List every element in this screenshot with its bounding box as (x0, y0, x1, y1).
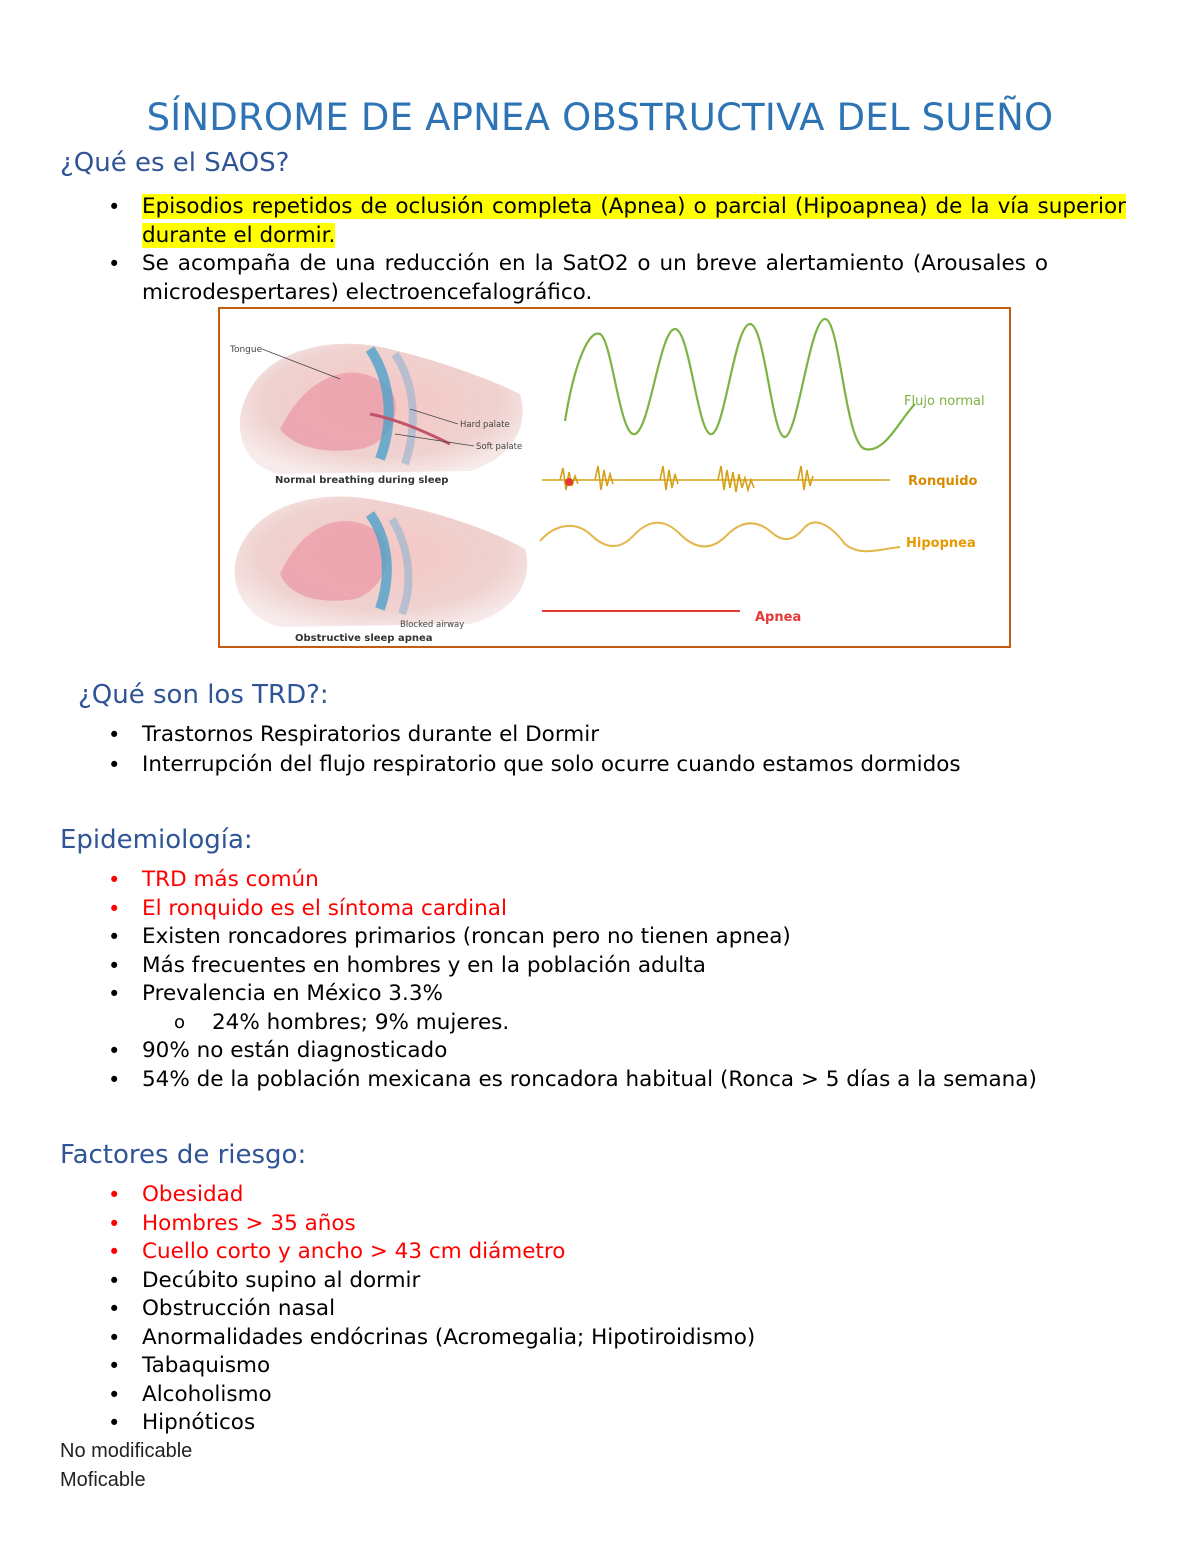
bullet-icon: • (108, 1411, 121, 1435)
list-item (60, 1009, 1160, 1038)
osa-caption: Obstructive sleep apnea (295, 633, 433, 644)
saos-bullet-list (60, 193, 1126, 307)
risk-factor-list (60, 1181, 1126, 1438)
list-item (60, 1295, 1126, 1324)
apnea-label: Apnea (755, 610, 802, 625)
list-item (60, 1267, 1126, 1296)
bullet-icon: • (108, 1067, 121, 1092)
list-item (60, 866, 1160, 895)
bullet-icon: • (108, 953, 121, 978)
saos-bullet-text: Episodios repetidos de oclusión completa (Apnea) o parcial (Hipoapnea) de la vía superior durante el dormir. (142, 194, 1126, 248)
snore-marker-icon (565, 478, 573, 486)
risk-bullet-text: Obesidad (142, 1182, 244, 1207)
bullet-icon: • (108, 252, 121, 276)
bullet-icon: • (108, 1297, 121, 1321)
risk-bullet-text: Anormalidades endócrinas (Acromegalia; Hipotiroidismo) (142, 1324, 756, 1350)
heading-saos: ¿Qué es el SAOS? (60, 148, 290, 178)
list-item (60, 1037, 1160, 1066)
epi-bullet-text: 90% no están diagnosticado (142, 1038, 448, 1063)
list-item (60, 1238, 1126, 1267)
risk-bullet-text: Obstrucción nasal (142, 1296, 336, 1321)
epi-bullet-text: El ronquido es el síntoma cardinal (142, 895, 507, 921)
trd-bullet-text: Interrupción del flujo respiratorio que solo ocurre cuando estamos dormidos (142, 752, 961, 777)
bullet-icon: • (108, 925, 121, 949)
bullet-icon: • (108, 1268, 121, 1293)
risk-bullet-text: Hipnóticos (142, 1410, 256, 1435)
risk-bullet-text: Alcoholismo (142, 1381, 272, 1407)
list-item (60, 923, 1160, 952)
apnea-figure (218, 307, 1011, 648)
trd-bullet-text: Trastornos Respiratorios durante el Dormir (142, 722, 600, 747)
heading-trd: ¿Qué son los TRD?: (78, 680, 329, 710)
soft-palate-label: Soft palate (476, 442, 523, 452)
normal-flow-label: Flujo normal (904, 394, 985, 409)
list-item (60, 1181, 1126, 1210)
epi-bullet-text: 24% hombres; 9% mujeres. (212, 1009, 510, 1035)
hypopnea-wave (540, 522, 900, 551)
list-item (60, 980, 1160, 1009)
bullet-icon: • (108, 1382, 121, 1407)
epi-bullet-text: TRD más común (142, 867, 319, 892)
bullet-icon: • (108, 1354, 121, 1378)
epi-bullet-text: Más frecuentes en hombres y en la población adulta (142, 952, 706, 978)
normal-head-illustration (240, 344, 523, 474)
heading-factores-riesgo: Factores de riesgo: (60, 1140, 307, 1170)
page-title: SÍNDROME DE APNEA OBSTRUCTIVA DEL SUEÑO (146, 96, 1054, 139)
list-item (60, 1381, 1126, 1410)
trd-bullet-list (60, 720, 1126, 780)
epi-bullet-text: Prevalencia en México 3.3% (142, 981, 443, 1006)
legend-no-modificable: No modificable (60, 1440, 193, 1462)
list-item (60, 1352, 1126, 1381)
risk-bullet-text: Cuello corto y ancho > 43 cm diámetro (142, 1239, 566, 1264)
epi-bullet-text: Existen roncadores primarios (roncan pero no tienen apnea) (142, 924, 791, 949)
tongue-label: Tongue (230, 345, 263, 355)
sub-bullet-icon: o (174, 1011, 186, 1033)
list-item (60, 1066, 1160, 1095)
bullet-icon: • (108, 753, 121, 777)
legend-modificable: Moficable (60, 1469, 146, 1491)
list-item (60, 250, 1126, 307)
apnea-illustration (220, 309, 1009, 646)
bullet-icon: • (108, 868, 121, 892)
list-item (60, 895, 1160, 924)
bullet-icon: • (108, 195, 121, 219)
bullet-icon: • (108, 1211, 121, 1236)
hard-palate-label: Hard palate (460, 420, 510, 430)
risk-bullet-text: Decúbito supino al dormir (142, 1267, 421, 1293)
list-item (60, 193, 1126, 250)
bullet-icon: • (108, 1183, 121, 1207)
list-item (60, 952, 1160, 981)
list-item (60, 1210, 1126, 1239)
osa-head-illustration (235, 497, 528, 627)
saos-bullet-text: Se acompaña de una reducción en la SatO2 o un breve alertamiento (Arousales o microdespertares) electroencefalográfico. (142, 251, 1048, 305)
blocked-airway-label: Blocked airway (400, 620, 465, 630)
heading-epidemiologia: Epidemiología: (60, 825, 253, 855)
bullet-icon: • (108, 1039, 121, 1063)
list-item (60, 750, 1126, 780)
risk-bullet-text: Hombres > 35 años (142, 1210, 356, 1236)
normal-flow-wave (565, 319, 915, 449)
bullet-icon: • (108, 1240, 121, 1264)
epidemiologia-bullet-list (60, 866, 1160, 1094)
bullet-icon: • (108, 723, 121, 747)
snore-wave (542, 466, 890, 492)
bullet-icon: • (108, 1325, 121, 1350)
normal-breathing-caption: Normal breathing during sleep (275, 475, 449, 486)
list-item (60, 720, 1126, 750)
bullet-icon: • (108, 982, 121, 1006)
list-item (60, 1409, 1126, 1438)
snore-label: Ronquido (908, 474, 978, 489)
risk-bullet-text: Tabaquismo (142, 1353, 271, 1378)
hypopnea-label: Hipopnea (906, 536, 976, 551)
list-item (60, 1324, 1126, 1353)
bullet-icon: • (108, 896, 121, 921)
epi-bullet-text: 54% de la población mexicana es roncadora habitual (Ronca > 5 días a la semana) (142, 1066, 1037, 1092)
